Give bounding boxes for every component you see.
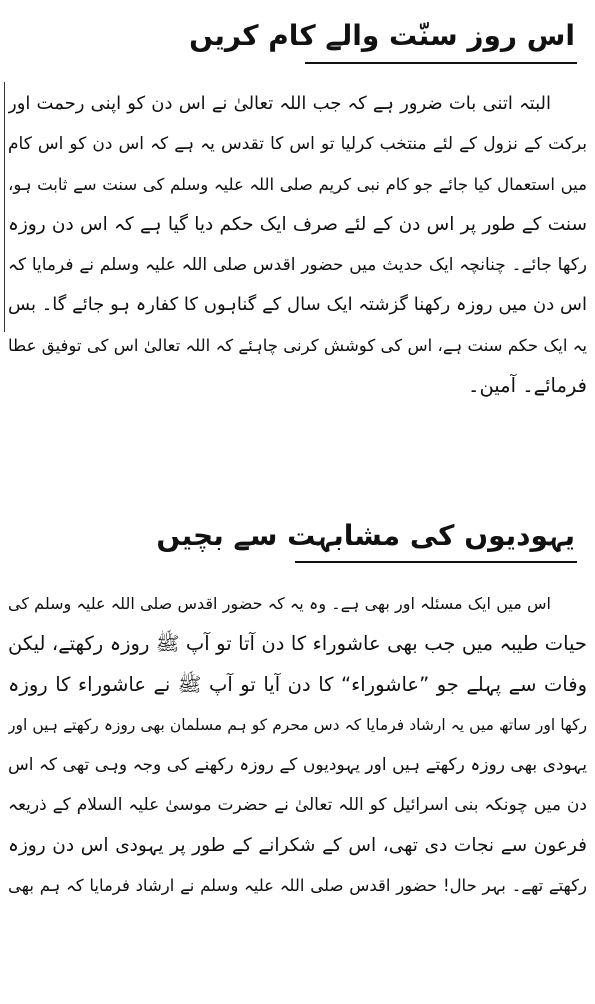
margin-line: [4, 82, 5, 332]
text-line: رکھا جائے۔ چنانچہ ایک حدیث میں حضور اقدس صلی اللہ علیہ وسلم نے فرمایا کہ: [8, 255, 587, 276]
text-line: اس دن میں روزہ رکھنا گزشتہ ایک سال کے گناہوں کا کفارہ ہو جائے گا۔ بس: [8, 294, 587, 316]
text-line: رکھتے تھے۔ بہر حال! حضور اقدس صلی اللہ علیہ وسلم نے ارشاد فرمایا کہ ہم بھی: [8, 876, 587, 896]
text-line: حیات طیبہ میں جب بھی عاشوراء کا دن آتا تو آپ ﷺ روزہ رکھتے، لیکن: [8, 632, 587, 656]
text-line: فرمائے۔ آمین۔: [468, 374, 587, 398]
heading-underline: [305, 62, 577, 64]
paragraph-sunnah-deeds: [8, 84, 587, 406]
text-line: رکھا اور ساتھ میں یہ ارشاد فرمایا کہ دس محرم کو ہم مسلمان بھی روزہ رکھتے ہیں اور: [8, 715, 587, 734]
text-line: سنت کے طور پر اس دن کے لئے صرف ایک حکم دیا گیا ہے کہ اس دن روزہ: [8, 213, 587, 235]
text-line: البتہ اتنی بات ضرور ہے کہ جب اللہ تعالیٰ نے اس دن کو اپنی رحمت اور: [8, 93, 551, 114]
text-line: یہودی بھی روزہ رکھتے ہیں اور یہودیوں کے روزہ رکھنے کی وجہ وہی تھی کہ اس: [8, 755, 587, 776]
text-line: برکت کے نزول کے لئے منتخب کرلیا تو اس کا تقدس یہ ہے کہ اس دن کو اس کام: [8, 134, 587, 155]
text-line: وفات سے پہلے جو ”عاشوراء“ کا دن آیا تو آپ ﷺ نے عاشوراء کا روزہ: [8, 672, 587, 696]
text-line: دن میں چونکہ بنی اسرائیل کو اللہ تعالیٰ نے حضرت موسیٰ علیہ السلام کے ذریعہ: [8, 795, 587, 816]
section-heading-avoid-resemblance: یہودیوں کی مشابہت سے بچیں: [156, 519, 575, 552]
section-heading-sunnah-deeds: اس روز سنّت والے کام کریں: [189, 19, 575, 52]
paragraph-avoid-resemblance: [8, 584, 587, 906]
text-line: میں استعمال کیا جائے جو کام نبی کریم صلی اللہ علیہ وسلم کی سنت سے ثابت ہو،: [8, 174, 587, 194]
text-line: یہ ایک حکم سنت ہے، اس کی کوشش کرنی چاہئے کہ اللہ تعالیٰ اس کی توفیق عطا: [8, 335, 587, 355]
text-line: فرعون سے نجات دی تھی، اس کے شکرانے کے طور پر یہودی اس دن روزہ: [8, 834, 587, 856]
heading-underline: [295, 561, 577, 563]
text-line: اس میں ایک مسئلہ اور بھی ہے۔ وہ یہ کہ حضور اقدس صلی اللہ علیہ وسلم کی: [8, 594, 551, 613]
